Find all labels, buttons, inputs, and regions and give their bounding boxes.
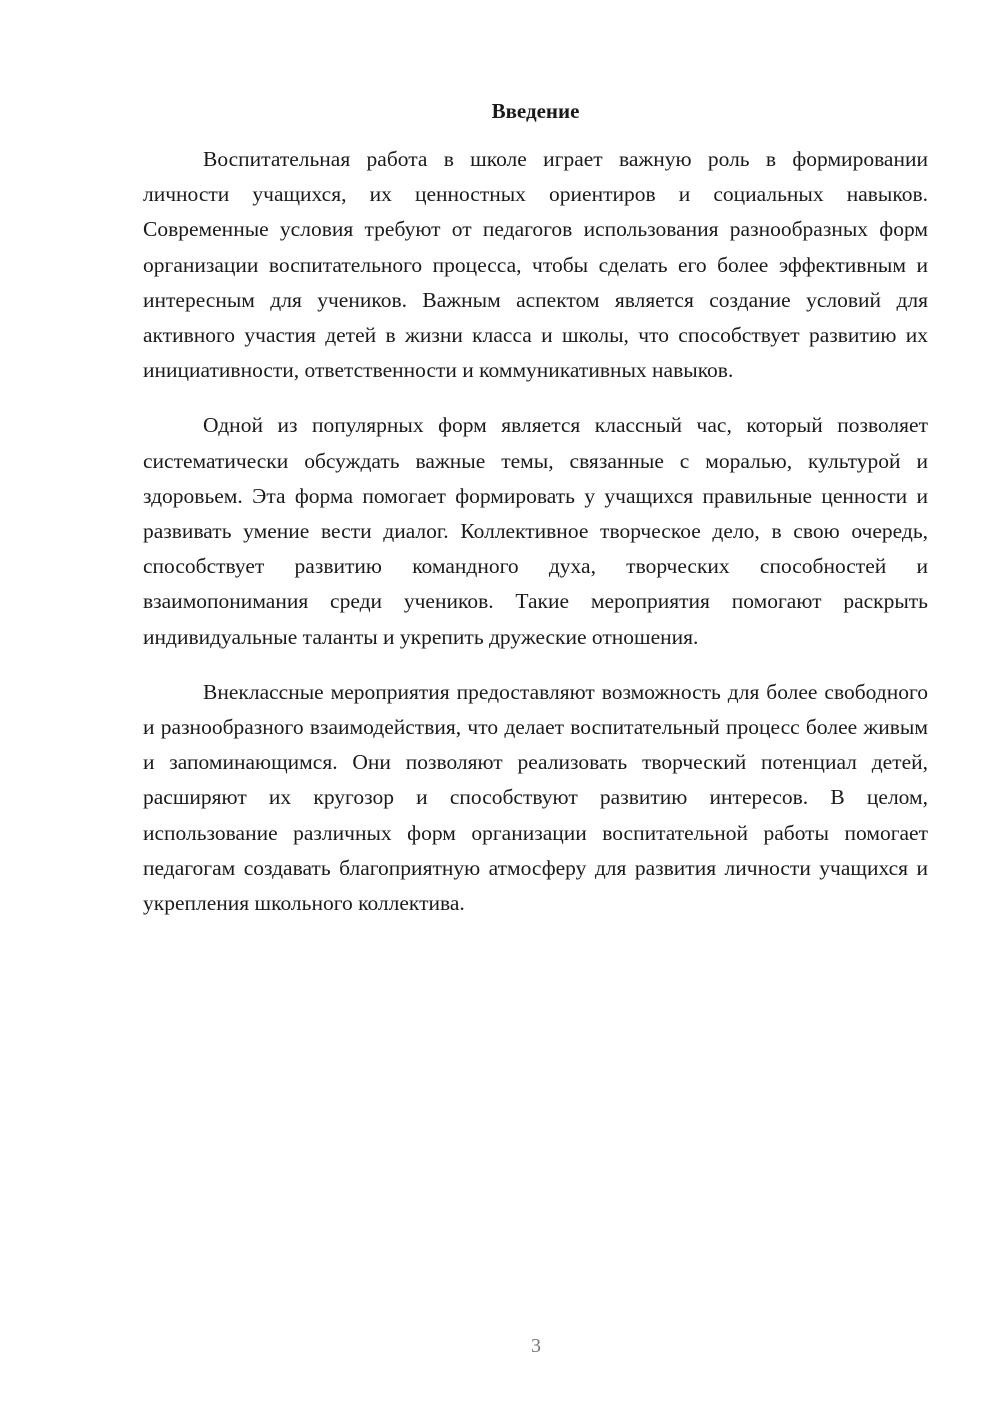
page-number: 3 <box>531 1335 541 1357</box>
paragraph-1: Воспитательная работа в школе играет важную роль в формировании личности учащихся, их ценностных ориентиров и социальных навыков. Современные условия требуют от педагогов использования разнообразных форм организации воспитательного процесса, чтобы сделать его более эффективным и интересным для учеников. Важным аспектом является создание условий для активного участия детей в жизни класса и школы, что способствует развитию их инициативности, ответственности и коммуникативных навыков. <box>143 147 928 383</box>
paragraph-2: Одной из популярных форм является классный час, который позволяет систематически обсуждать важные темы, связанные с моралью, культурой и здоровьем. Эта форма помогает формировать у учащихся правильные ценности и развивать умение вести диалог. Коллективное творческое дело, в свою очередь, способствует развитию командного духа, творческих способностей и взаимопонимания среди учеников. Такие мероприятия помогают раскрыть индивидуальные таланты и укрепить дружеские отношения. <box>143 413 928 649</box>
document-body <box>143 142 928 941</box>
page-title: Введение <box>491 99 580 123</box>
paragraph-3: Внеклассные мероприятия предоставляют возможность для более свободного и разнообразного взаимодействия, что делает воспитательный процесс более живым и запоминающимся. Они позволяют реализовать творческий потенциал детей, расширяют их кругозор и способствуют развитию интересов. В целом, использование различных форм организации воспитательной работы помогает педагогам создавать благоприятную атмосферу для развития личности учащихся и укрепления школьного коллектива. <box>143 679 928 916</box>
